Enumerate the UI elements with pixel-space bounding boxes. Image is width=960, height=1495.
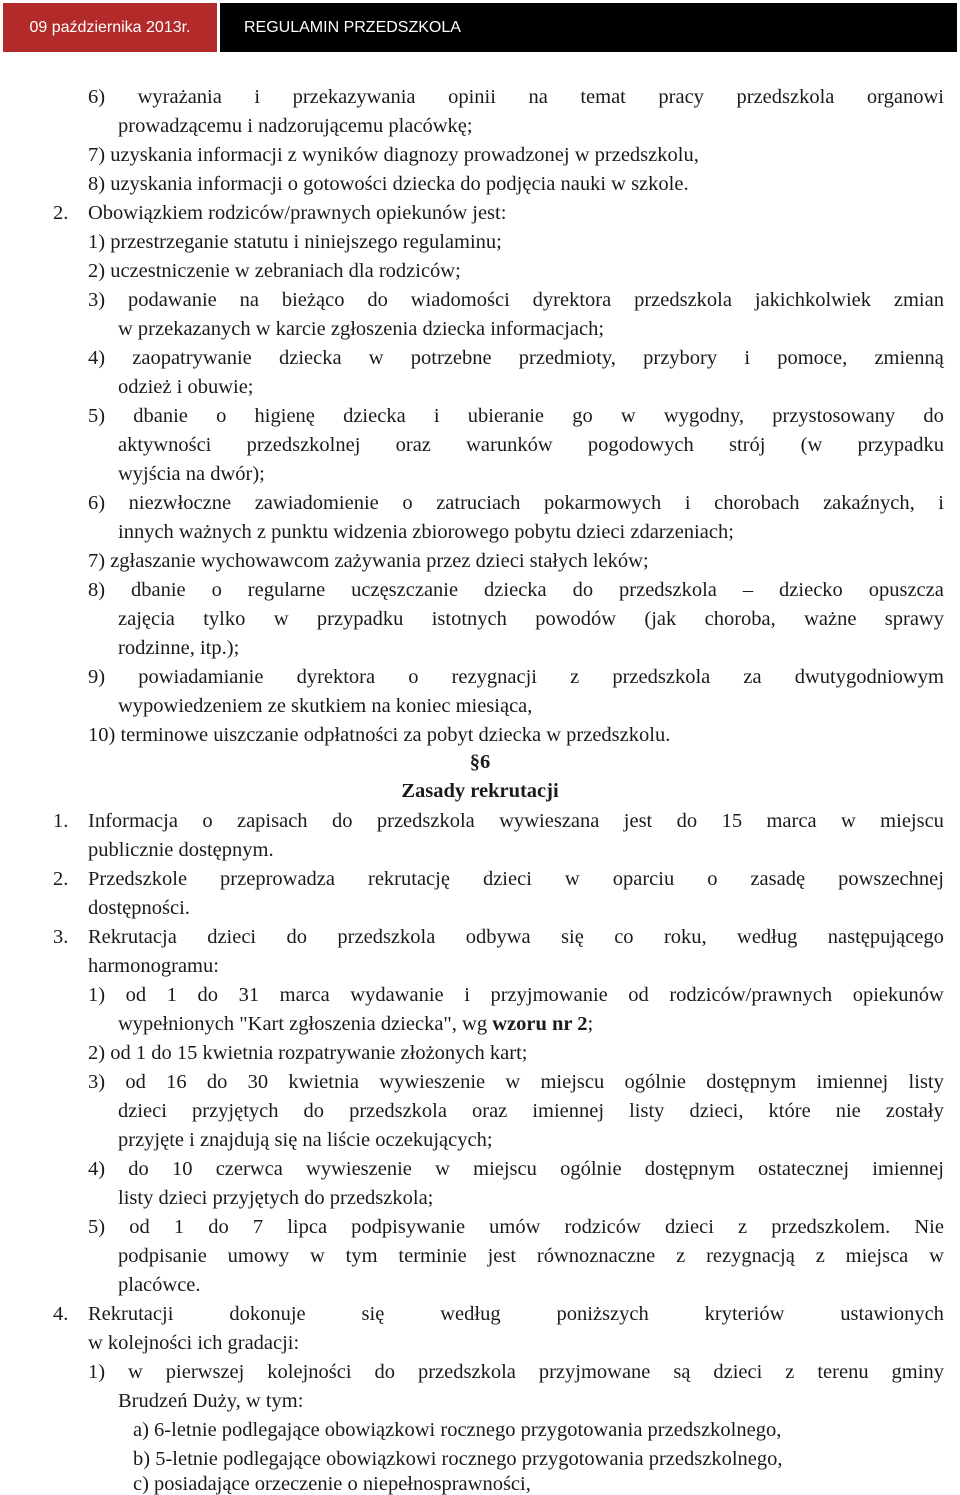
text-line: 7) uzyskania informacji z wyników diagnozy prowadzonej w przedszkolu, (88, 144, 699, 166)
text-line: 6) wyrażania i przekazywania opinii na temat pracy przedszkola organowi (88, 86, 944, 108)
text-line: podpisanie umowy w tym terminie jest równoznaczne z rezygnacją z miejsca w (118, 1245, 944, 1267)
text-line: b) 5-letnie podlegające obowiązkowi rocznego przygotowania przedszkolnego, (133, 1448, 783, 1470)
text-line: placówce. (118, 1274, 201, 1296)
section-number: 1. (53, 810, 69, 832)
text-segment: wypełnionych "Kart zgłoszenia dziecka", wg (118, 1013, 493, 1035)
text-line: 8) uzyskania informacji o gotowości dziecka do podjęcia nauki w szkole. (88, 173, 689, 195)
text-line: aktywności przedszkolnej oraz warunków pogodowych strój (w przypadku (118, 434, 944, 456)
text-line: 5) od 1 do 7 lipca podpisywanie umów rodziców dzieci z przedszkolem. Nie (88, 1216, 944, 1238)
section-number: 4. (53, 1303, 69, 1325)
text-line (118, 1014, 593, 1035)
text-line: wypowiedzeniem ze skutkiem na koniec miesiąca, (118, 695, 533, 717)
text-line: 10) terminowe uiszczanie odpłatności za pobyt dziecka w przedszkolu. (88, 724, 671, 746)
section-number: 2. (53, 202, 69, 224)
text-line: rodzinne, itp.); (118, 637, 240, 659)
text-line: Rekrutacji dokonuje się według poniższych kryteriów ustawionych (88, 1303, 944, 1325)
text-line: listy dzieci przyjętych do przedszkola; (118, 1187, 434, 1209)
text-line: dzieci przyjętych do przedszkola oraz imiennej listy dzieci, które nie zostały (118, 1100, 944, 1122)
section-number: 3. (53, 926, 69, 948)
text-line: 1) przestrzeganie statutu i niniejszego regulaminu; (88, 231, 502, 253)
text-line: 6) niezwłoczne zawiadomienie o zatruciach pokarmowych i chorobach zakaźnych, i (88, 492, 944, 514)
text-line: innych ważnych z punktu widzenia zbiorowego pobytu dzieci zdarzeniach; (118, 521, 734, 543)
header-title: REGULAMIN PRZEDSZKOLA (220, 3, 957, 52)
text-line: Przedszkole przeprowadza rekrutację dzieci w oparciu o zasadę powszechnej (88, 868, 944, 890)
text-line: Rekrutacja dzieci do przedszkola odbywa się co roku, według następującego (88, 926, 944, 948)
text-line: a) 6-letnie podlegające obowiązkowi rocznego przygotowania przedszkolnego, (133, 1419, 782, 1441)
text-line: 2) uczestniczenie w zebraniach dla rodziców; (88, 260, 461, 282)
text-line: 5) dbanie o higienę dziecka i ubieranie go w wygodny, przystosowany do (88, 405, 944, 427)
text-line: 7) zgłaszanie wychowawcom zażywania przez dzieci stałych leków; (88, 550, 649, 572)
section-symbol: §6 (469, 751, 491, 773)
section-number: 2. (53, 868, 69, 890)
text-line: zajęcia tylko w przypadku istotnych powodów (jak choroba, ważne sprawy (118, 608, 944, 630)
text-line: prowadzącemu i nadzorującemu placówkę; (118, 115, 473, 137)
text-line: Brudzeń Duży, w tym: (118, 1390, 304, 1412)
text-line: c) posiadające orzeczenie o niepełnosprawności, (133, 1473, 531, 1495)
text-line: w kolejności ich gradacji: (88, 1332, 300, 1354)
text-line: 1) od 1 do 31 marca wydawanie i przyjmowanie od rodziców/prawnych opiekunów (88, 984, 944, 1006)
header-date: 09 października 2013r. (3, 3, 217, 52)
text-line: 8) dbanie o regularne uczęszczanie dziecka do przedszkola – dziecko opuszcza (88, 579, 944, 601)
text-line: przyjęte i znajdują się na liście oczekujących; (118, 1129, 493, 1151)
text-line: 4) zaopatrywanie dziecka w potrzebne przedmioty, przybory i pomoce, zmienną (88, 347, 944, 369)
form-reference: wzoru nr 2 (492, 1013, 588, 1035)
page-header (0, 0, 960, 52)
section-heading: Zasady rekrutacji (401, 780, 559, 802)
text-line: Obowiązkiem rodziców/prawnych opiekunów jest: (88, 202, 507, 224)
text-line: Informacja o zapisach do przedszkola wywieszana jest do 15 marca w miejscu (88, 810, 944, 832)
text-line: w przekazanych w karcie zgłoszenia dziecka informacjach; (118, 318, 605, 340)
text-line: harmonogramu: (88, 955, 219, 977)
text-line: dostępności. (88, 897, 190, 919)
text-line: 3) podawanie na bieżąco do wiadomości dyrektora przedszkola jakichkolwiek zmian (88, 289, 944, 311)
text-line: wyjścia na dwór); (118, 463, 265, 485)
text-line: 1) w pierwszej kolejności do przedszkola przyjmowane są dzieci z terenu gminy (88, 1361, 944, 1383)
text-line: 4) do 10 czerwca wywieszenie w miejscu ogólnie dostępnym ostatecznej imiennej (88, 1158, 944, 1180)
text-segment: ; (587, 1013, 594, 1035)
text-line: 2) od 1 do 15 kwietnia rozpatrywanie złożonych kart; (88, 1042, 528, 1064)
text-line: 3) od 16 do 30 kwietnia wywieszenie w miejscu ogólnie dostępnym imiennej listy (88, 1071, 944, 1093)
text-line: publicznie dostępnym. (88, 839, 274, 861)
text-line: odzież i obuwie; (118, 376, 254, 398)
text-line: 9) powiadamianie dyrektora o rezygnacji z przedszkola za dwutygodniowym (88, 666, 944, 688)
